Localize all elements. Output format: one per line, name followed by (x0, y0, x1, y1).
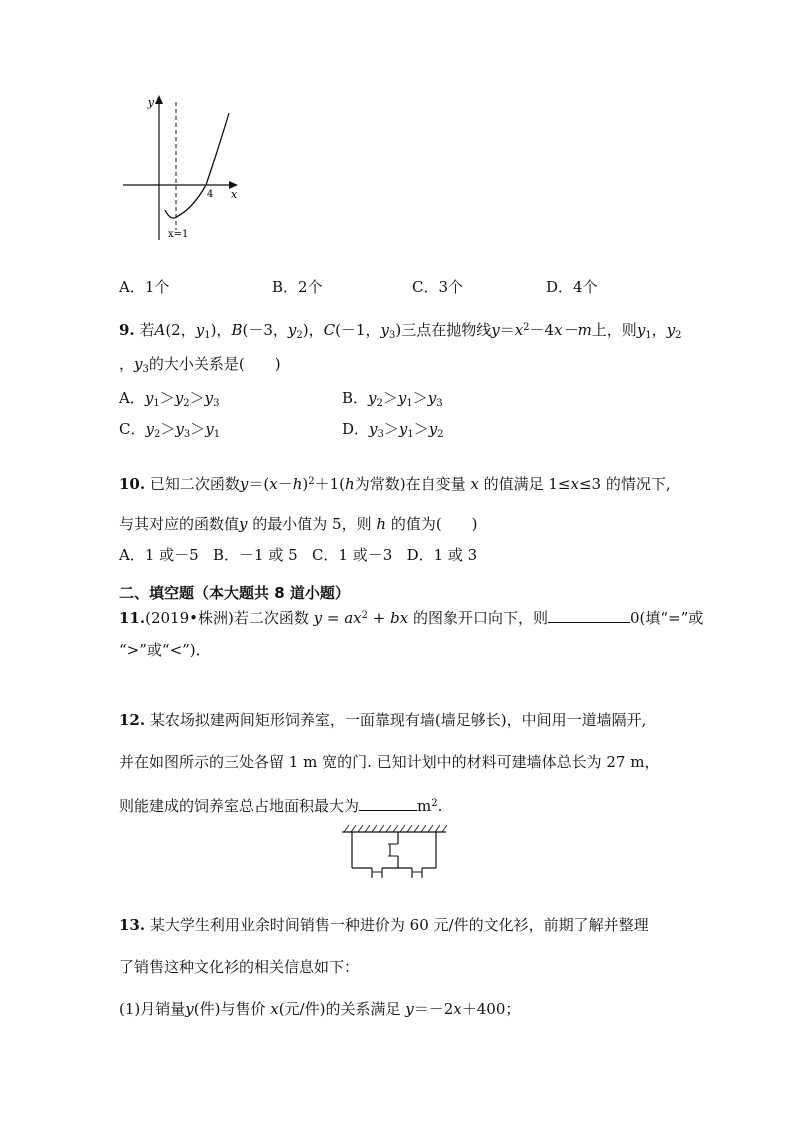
q8-option-a: A．1个 (119, 278, 170, 296)
q12-answer-blank[interactable] (359, 796, 417, 811)
q13-line1: 13. 某大学生利用业余时间销售一种进价为 60 元/件的文化衫，前期了解并整理 (119, 916, 649, 934)
q10-line2: 与其对应的函数值y 的最小值为 5，则 h 的值为( ) (119, 515, 478, 533)
q8-option-b: B．2个 (272, 278, 323, 296)
graph-x-label: x (231, 188, 238, 201)
enclosure-diagram (340, 822, 450, 884)
q12-line3: 则能建成的饲养室总占地面积最大为 $m^2$. (119, 797, 443, 815)
q10-options: A．1 或－5 B．－1 或 5 C．1 或－3 D．1 或 3 (119, 546, 478, 564)
q13-number: 13. (119, 916, 146, 934)
q9-option-d: D．$y_3>y_1>y_2$ (342, 420, 444, 440)
q12-line1: 12. 某农场拟建两间矩形饲养室，一面靠现有墙(墙足够长)，中间用一道墙隔开, (119, 711, 647, 729)
q11-line1: 11.(2019•株洲)若二次函数 $y = ax^2$ + bx 的图象开口向下，则 0(填“=”或 (119, 609, 704, 627)
graph-axis-label: x=1 (168, 229, 189, 240)
q8-option-d: D．4个 (546, 278, 598, 296)
q9-line2: ，$y_3$的大小关系是( ) (119, 355, 281, 375)
q9-option-b: B．$y_2>y_1>y_3$ (342, 389, 443, 409)
section2-title: 二、填空题（本大题共 8 道小题） (119, 584, 350, 602)
door-left (372, 868, 382, 878)
graph-tick-4: 4 (207, 189, 214, 200)
door-middle (388, 844, 398, 856)
door-right (412, 868, 422, 878)
q11-number: 11. (119, 609, 146, 627)
y-axis-arrow (155, 95, 163, 104)
q9-line1: 9. 若A(2，$y_1$)，B(－3，$y_2$)，C(－1，$y_3$)三点在抛物线$y=x^2-4x-m$上，则$y_1$，$y_2$ (119, 321, 682, 341)
q11-answer-blank[interactable] (548, 608, 630, 623)
q12-line2: 并在如图所示的三处各留 1 m 宽的门. 已知计划中的材料可建墙体总长为 27 m， (119, 753, 660, 771)
q13-line3: (1)月销量y(件)与售价 x(元/件)的关系满足 y＝－2x＋400； (119, 1000, 521, 1018)
wall-hatching (344, 825, 447, 832)
q10-line1: 10. 已知二次函数$y=(x-h)^2+1(h$为常数)在自变量 x 的值满足 1≤x≤3 的情况下, (119, 475, 671, 493)
graph-y-label: y (147, 96, 154, 109)
q10-number: 10. (119, 475, 146, 493)
q12-number: 12. (119, 711, 146, 729)
q9-option-a: A．$y_1>y_2>y_3$ (119, 389, 220, 409)
parabola-curve (165, 113, 229, 218)
q13-line2: 了销售这种文化衫的相关信息如下： (119, 958, 360, 976)
q9-number: 9. (119, 321, 135, 339)
q11-line2: “>”或“<”)． (119, 641, 211, 659)
parabola-graph (118, 90, 248, 245)
q8-option-c: C．3个 (412, 278, 464, 296)
q9-option-c: C．$y_2>y_3>y_1$ (119, 420, 221, 440)
